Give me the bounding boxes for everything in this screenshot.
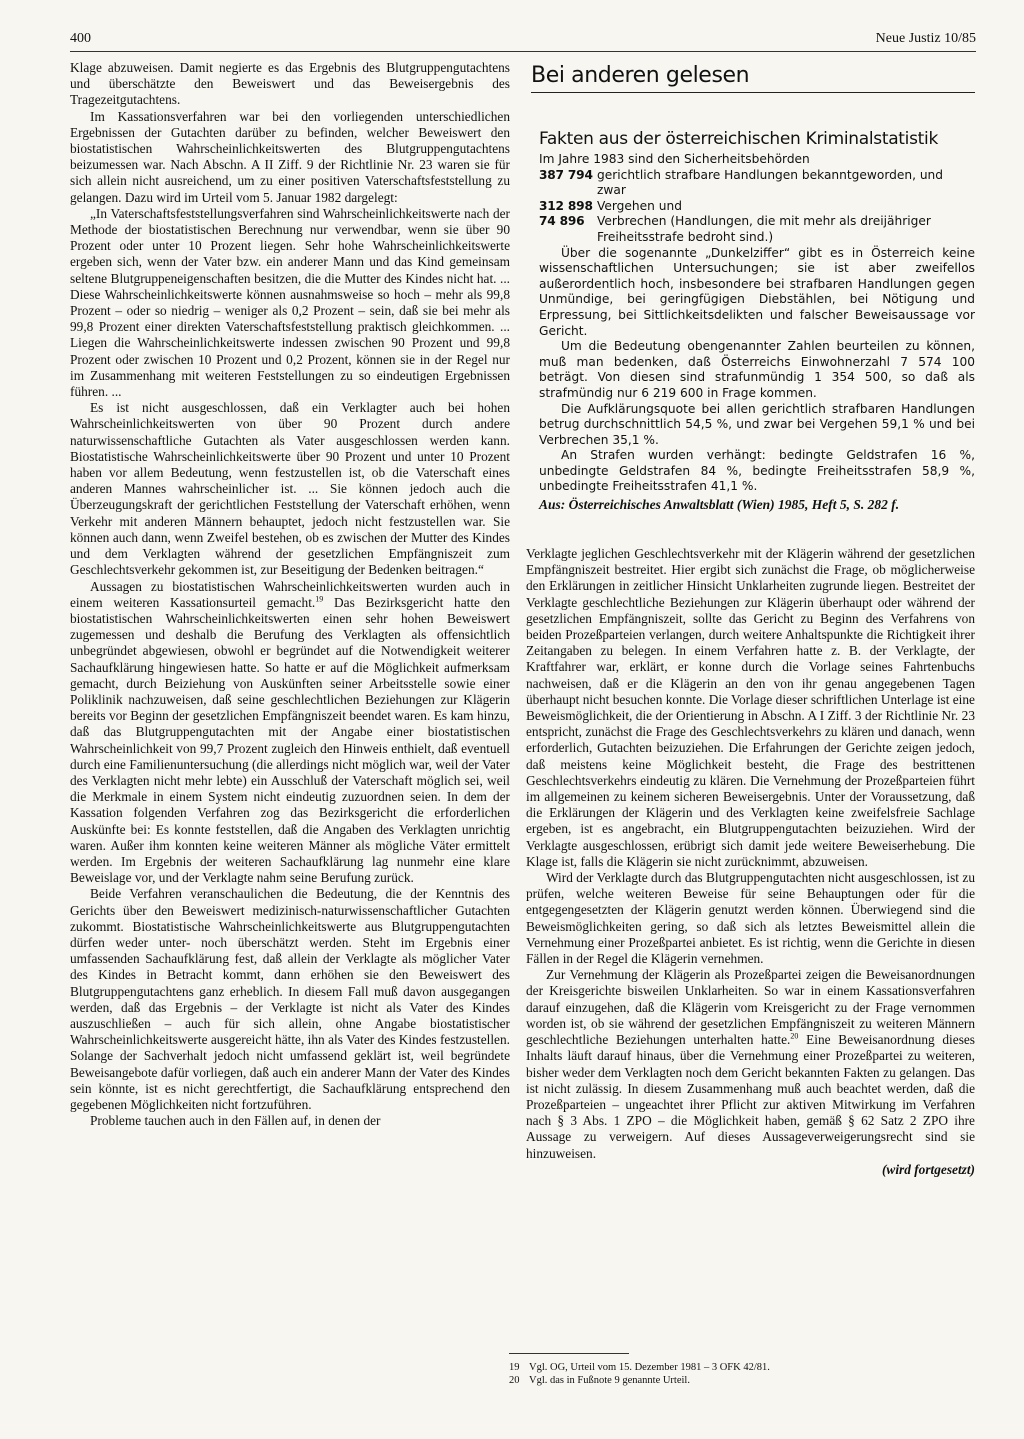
continued-note: (wird fortgesetzt) [881,1161,975,1177]
article-source: Aus: Österreichisches Anwaltsblatt (Wien) 1985, Heft 5, S. 282 f. [539,497,900,513]
stat-text: Vergehen und [597,198,682,213]
stat-text: Verbrechen (Handlungen, die mit mehr als dreijähriger Freiheitsstrafe bedroht sind.) [597,214,931,244]
stat-row [539,199,975,215]
stat-row [539,214,975,245]
stat-number: 312 898 [539,198,593,213]
right-column [526,546,975,1344]
stat-row [539,168,975,199]
quote-paragraph: Es ist nicht ausgeschlossen, daß ein Verklagter auch bei hohen Wahrscheinlichkeitswerten von über 90 Prozent durch andere naturwissenschaftliche Gutachten als Vater ausgeschlossen werden kann. Biostatistische Wahrscheinlichkeitswerte über 90 Prozent und unter 10 Prozent haben vor allem Bedeutung, wenn festzustellen ist, ob die Vaterschaft eines anderen Mannes wahrscheinlicher ist. ... Sie können jedoch auch die Überzeugungskraft der gerichtlichen Feststellung der Vaterschaft erhöhen, wenn Verkehr mit anderen Männern behauptet, jedoch nicht festzustellen war. Sie können auch dann, wenn Zweifel bestehen, ob es zwischen der Mutter des Kindes und dem Verklagten während der gesetzlichen Empfängniszeit zum Geschlechtsverkehr gekommen ist, zur Beseitigung der Bedenken beitragen.“ [70,400,510,578]
paragraph: Klage abzuweisen. Damit negierte es das Ergebnis des Blutgruppengutachtens und überschätzte den Beweiswert und das Beweisergebnis des Tragezeitgutachtens. [70,60,510,108]
article-paragraph: Um die Bedeutung obengenannter Zahlen beurteilen zu können, muß man bedenken, daß Österreichs Einwohnerzahl 7 574 100 beträgt. Von diesen sind strafunmündig 1 354 500, so daß als strafmündig nur 6 219 600 in Frage kommen. [539,339,975,400]
footnotes [509,1362,975,1387]
footnote-ref: 19 [315,594,324,604]
article-paragraph: An Strafen wurden verhängt: bedingte Geldstrafen 16 %, unbedingte Geldstrafen 84 %, bedingte Freiheitsstrafen 58,9 %, unbedingte Freiheitsstrafen 41,1 %. [539,448,975,494]
page-number: 400 [70,31,91,46]
quote-paragraph: „In Vaterschaftsfeststellungsverfahren sind Wahrscheinlichkeitswerte nach der Methode der biostatistischen Berechnung nur verwendbar, wenn sie über 90 Prozent oder unter 10 Prozent liegen. Sehr hohe Wahrscheinlichkeitswerte ergeben sich, wenn der Vater bzw. ein anderer Mann und das Kind gemeinsam seltene Blutgruppeneigenschaften besitzen, die die Mutter des Kindes nicht hat. ... Diese Wahrscheinlichkeitswerte können ausnahmsweise so hoch – mehr als 99,8 Prozent – oder so niedrig – weniger als 0,2 Prozent – sein, daß sie bei mehr als 99,8 Prozent einer direkten Vaterschaftsfeststellung praktisch gleichkommen. ... Liegen die Wahrscheinlichkeitswerte indessen zwischen 90 Prozent und 99,8 Prozent oder zwischen 10 Prozent und 0,2 Prozent, können sie in der Regel nur im Zusammenhang mit weiteren Feststellungen zu so eindeutigen Ergebnissen führen. ... [70,205,510,400]
article-title: Fakten aus der österreichischen Kriminalstatistik [539,129,938,149]
footnote-text: Vgl. OG, Urteil vom 15. Dezember 1981 – 3 OFK 42/81. [529,1362,770,1373]
left-column [70,60,510,1362]
paragraph: Verklagte jeglichen Geschlechtsverkehr mit der Klägerin während der gesetzlichen Empfängniszeit bestreitet. Hier ergibt sich zunächst die Frage, ob möglicherweise den Erklärungen in zeitlicher Hinsicht Unklarheiten zugrunde liegen. Bestreitet der Verklagte geschlechtliche Beziehungen zur Klägerin überhaupt oder während der gesetzlichen Empfängniszeit, sollte das Gericht zu Beginn des Verfahrens von beiden Prozeßparteien verlangen, durch weitere Anhaltspunkte die Richtigkeit ihrer Zeitangaben zu belegen. In einem Verfahren hatte z. B. der Verklagte, der Kraftfahrer war, erklärt, er konne durch die Vorlage seines Fahrtenbuchs nachweisen, daß er die Klägerin an den von ihr genau angegebenen Tagen überhaupt nicht besuchen konnte. Die Vorlage dieser schriftlichen Unterlage ist eine Beweismöglichkeit, die der Orientierung in Abschn. A I Ziff. 3 der Richtlinie Nr. 23 entspricht, zunächst die Frage des Geschlechtsverkehrs zu klären und danach, wenn erforderlich, Gutachten beizuziehen. Die Erfahrungen der Gerichte zeigen jedoch, daß meistens keine Möglichkeit besteht, die Frage des bestrittenen Geschlechtsverkehrs eindeutig zu klären. Die Vernehmung der Prozeßparteien führt im allgemeinen zu keinem sicheren Beweisergebnis. Unter der Voraussetzung, daß die Erklärungen der Klägerin und des Verklagten keine zweifelsfreie Sachlage ergeben, ist es angebracht, ein Blutgruppengutachten beizuziehen. Wird der Verklagte ausgeschlossen, erübrigt sich damit jede weitere Beweiserhebung. Die Klage ist, falls die Klägerin sie nicht zurücknimmt, abzuweisen. [526,546,975,869]
section-title: Bei anderen gelesen [531,63,975,93]
paragraph: Probleme tauchen auch in den Fällen auf, in denen der [90,1113,381,1129]
footnote [509,1375,975,1388]
journal-issue: Neue Justiz 10/85 [875,31,976,46]
stat-number: 74 896 [539,214,585,229]
footnote [509,1362,975,1375]
paragraph: Aussagen zu biostatistischen Wahrscheinlichkeitswerten wurden auch in einem weiteren Kassationsurteil gemacht.$^{19}$ Das Bezirksgericht hatte den biostatistischen Wahrscheinlichkeitswerten einen sehr hohen Beweiswert zugemessen und deshalb die Berufung des Verklagten als offensichtlich unbegründet abgewiesen, obwohl er begründet auf die Notwendigkeit weiterer Sachaufklärung hingewiesen hatte. So hatte er auf die Möglichkeit aufmerksam gemacht, durch Beiziehung von Auskünften seiner Arbeitsstelle sowie einer Poliklinik nachzuweisen, daß seine geschlechtlichen Beziehungen zur Klägerin bereits vor Beginn der gesetzlichen Empfängniszeit beendet waren. Es kam hinzu, daß das Blutgruppengutachten mit der Angabe einer biostatistischen Wahrscheinlichkeit von 99,7 Prozent zugleich den Hinweis enthielt, daß eventuell durch eine Familienuntersuchung (die allerdings nicht möglich war, weil der Vater des Verklagten nicht mehr lebte) ein Ausschluß der Vaterschaft möglich sei, weil die Merkmale in einem System nicht eindeutig zuzuordnen seien. In dem der Kassation folgenden Verfahren zog das Bezirksgericht die erforderlichen Auskünfte bei: Es konnte feststellen, daß die Angaben des Verklagten unrichtig waren. Außer ihm konnten keine weiteren Männer als mögliche Väter ermittelt werden. Im Ergebnis der weiteren Sachaufklärung lag nunmehr eine klare Beweislage vor, und der Verklagte nahm seine Berufung zurück. [70,578,510,886]
paragraph: Beide Verfahren veranschaulichen die Bedeutung, die der Kenntnis des Gerichts über den Beweiswert medizinisch-naturwissenschaftlicher Gutachten zukommt. Biostatistische Wahrscheinlichkeitswerte aus Blutgruppengutachten dürfen weder unter- noch überschätzt werden. Steht im Ergebnis einer umfassenden Sachaufklärung fest, daß allein der Verklagte als möglicher Vater des Kindes in Betracht kommt, dann erhöhen sie den Beweiswert des Blutgruppengutachtens ganz erheblich. In diesem Fall muß davon ausgegangen werden, daß das Ergebnis – der Verklagte ist nicht als Vater des Kindes auszuschließen – auch für sich allein, ohne Angabe biostatistischer Wahrscheinlichkeitswerte ausgereicht hätte, ihn als Vater des Kindes festzustellen. Solange der Sachverhalt jedoch nicht umfassend geklärt ist, weil begründete Beweisangebote dafür vorliegen, daß auch ein anderer Mann der Vater des Kindes sein könnte, ist es nicht gerechtfertigt, die Sachaufklärung entsprechend den gegebenen Möglichkeiten nicht fortzuführen. [70,886,510,1112]
footnote-number: 20 [509,1374,520,1386]
article-intro: Im Jahre 1983 sind den Sicherheitsbehörden [539,152,810,166]
footnote-rule [509,1353,629,1354]
article-paragraph: Die Aufklärungsquote bei allen gerichtlich strafbaren Handlungen betrug durchschnittlich 54,5 %, und zwar bei Vergehen 59,1 % und bei Verbrechen 35,1 %. [539,401,975,447]
footnote-number: 19 [509,1362,520,1373]
section-header [531,63,975,93]
footnote-ref: 20 [790,1031,799,1041]
header-rule [70,51,976,52]
article-paragraph: Über die sogenannte „Dunkelziffer“ gibt es in Österreich keine wissenschaftlichen Untersuchungen; sie ist aber zweifellos außerordentlich hoch, insbesondere bei strafbaren Handlungen gegen Unmündige, bei geringfügigen Diebstählen, bei Nötigung und Erpressung, bei Sittlichkeitsdelikten und falscher Beweisaussage vor Gericht. [539,245,975,338]
box-article [539,128,975,513]
stat-text: gerichtlich strafbare Handlungen bekanntgeworden, und zwar [597,167,944,198]
paragraph: Wird der Verklagte durch das Blutgruppengutachten nicht ausgeschlossen, ist zu prüfen, welche weiteren Beweise für seine Behauptungen oder für die entgegengesetzten der Klägerin genutzt werden können. Überwiegend sind die Beweismöglichkeiten gering, so daß sich als letztes Beweismittel allein die Vernehmung einer Prozeßpartei anbietet. Es ist richtig, wenn die Gerichte in diesen Fällen in der Regel die Klägerin vernehmen. [526,870,975,967]
stat-number: 387 794 [539,167,593,182]
paragraph: Im Kassationsverfahren war bei den vorliegenden unterschiedlichen Ergebnissen der Gutachten darüber zu befinden, welcher Beweiswert den biostatistischen Wahrscheinlichkeitswerten des Blutgruppengutachtens beizumessen war. Nach Abschn. A II Ziff. 9 der Richtlinie Nr. 23 waren sie für sich allein nicht ausreichend, um zu einer positiven Vaterschaftsfeststellung zu gelangen. Dazu wird im Urteil vom 5. Januar 1982 dargelegt: [70,108,510,205]
footnote-text: Vgl. das in Fußnote 9 genannte Urteil. [529,1374,690,1386]
paragraph: Zur Vernehmung der Klägerin als Prozeßpartei zeigen die Beweisanordnungen der Kreisgerichte bisweilen Unklarheiten. So war in einem Kassationsverfahren darauf einzugehen, daß die Klägerin vom Kreisgericht zu der Frage vernommen worden ist, ob sie während der gesetzlichen Empfängniszeit zu weiteren Männern geschlechtliche Beziehungen unterhalten hatte.$^{20}$ Eine Beweisanordnung dieses Inhalts läuft darauf hinaus, über die Vernehmung einer Prozeßpartei zu weiteren, bisher weder dem Verklagten noch dem Gericht bekannten Fakten zu gelangen. Das ist nicht zulässig. In diesem Zusammenhang muß auch beachtet werden, daß die Prozeßparteien – ungeachtet ihrer Pflicht zur aktiven Mitwirkung im Verfahren nach § 3 Abs. 1 ZPO – die Möglichkeit haben, gemäß § 62 Satz 2 ZPO ihre Aussage zu verweigern. Auf dieses Aussageverweigerungsrecht sind sie hinzuweisen. [526,967,975,1161]
